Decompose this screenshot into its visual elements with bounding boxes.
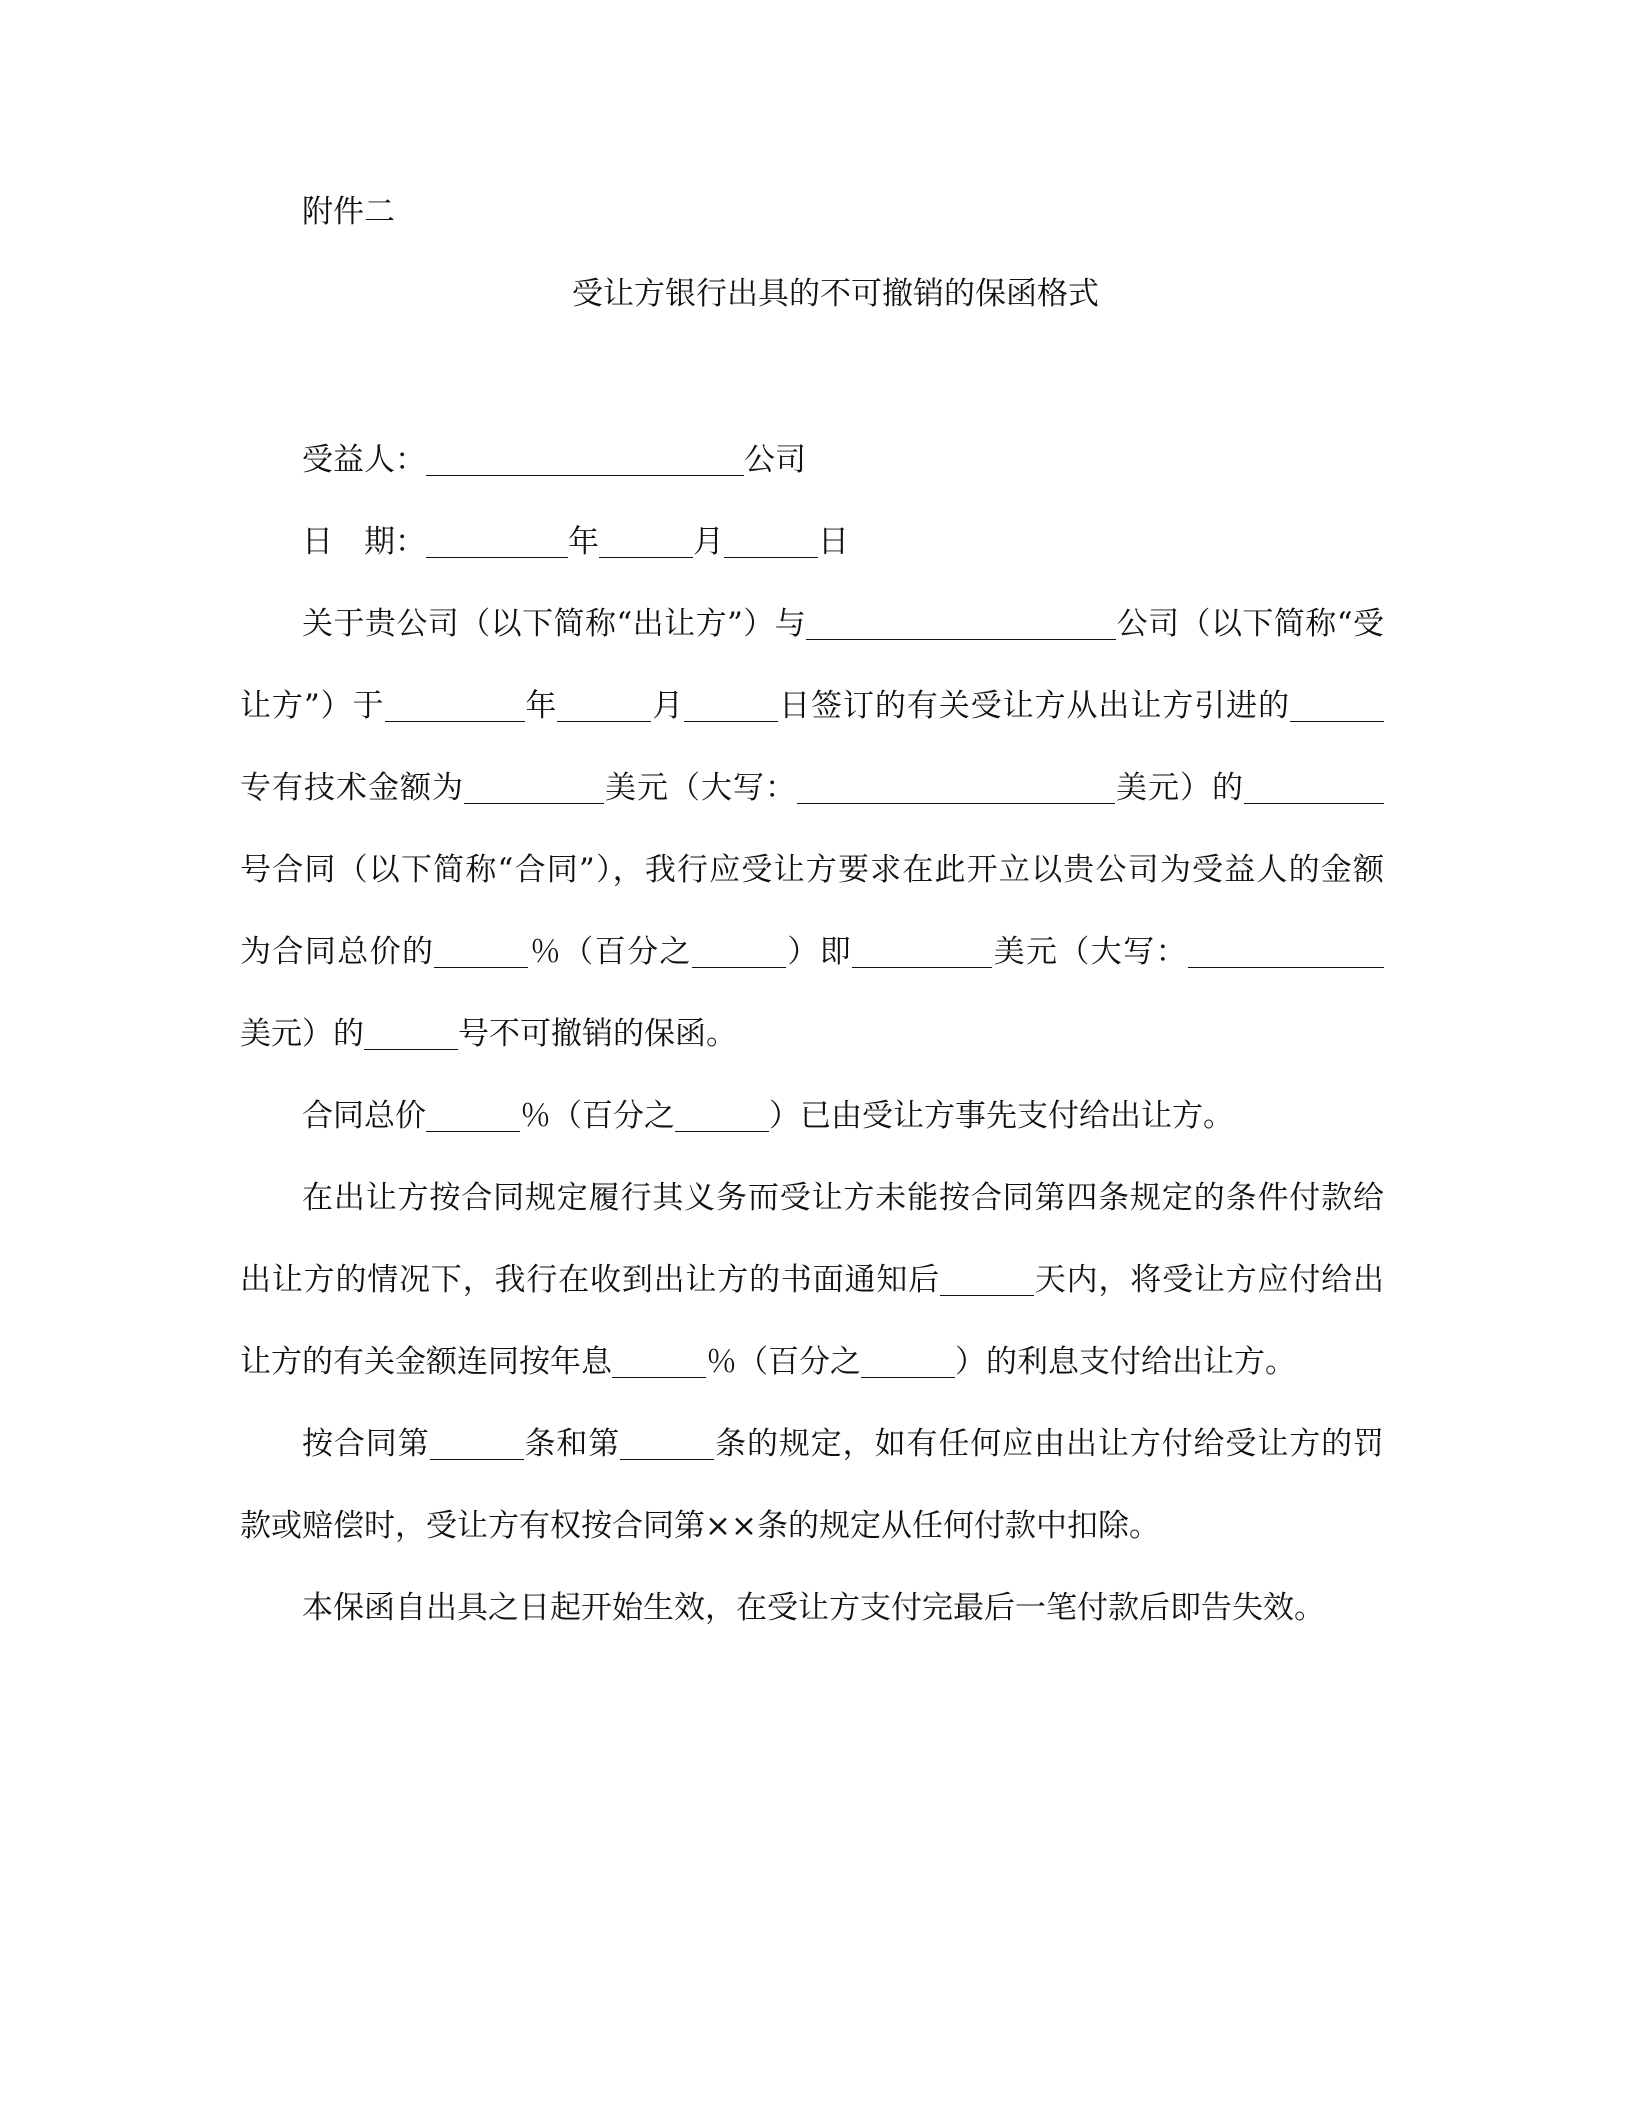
month-label: 月 (693, 524, 724, 560)
paragraph-3-line-1 (302, 1178, 1384, 1218)
text-fragment: 条和第 (523, 1426, 621, 1462)
text-fragment: 让方”）于 (240, 688, 385, 724)
text-fragment: 美元）的 (240, 1016, 364, 1052)
beneficiary-blank (426, 445, 744, 476)
beneficiary-label: 受益人： (302, 442, 426, 478)
date-line (302, 522, 849, 562)
text-fragment: ％（百分之 (520, 1098, 675, 1134)
text-fragment: 号不可撤销的保函。 (458, 1016, 737, 1052)
paragraph-1-line-6 (240, 1014, 737, 1054)
beneficiary-line (302, 440, 806, 480)
text-fragment: 天内，将受让方应付给出 (1034, 1262, 1384, 1298)
text-fragment: 合同总价 (302, 1098, 426, 1134)
text-fragment: 专有技术金额为 (240, 770, 464, 806)
text-fragment: ％（百分之 (528, 934, 692, 970)
text-fragment: 条的规定，如有任何应由出让方付给受让方的罚 (714, 1426, 1385, 1462)
text-fragment: ）即 (785, 934, 853, 970)
text-fragment: 让方的有关金额连同按年息 (240, 1344, 612, 1380)
text-fragment: 款或赔偿时，受让方有权按合同第××条的规定从任何付款中扣除。 (240, 1508, 1160, 1544)
document-title: 受让方银行出具的不可撤销的保函格式 (572, 276, 1099, 312)
paragraph-4-line-1 (302, 1424, 1384, 1464)
days-blank (940, 1265, 1034, 1296)
text-fragment: 在出让方按合同规定履行其义务而受让方未能按合同第四条规定的条件付款给 (302, 1180, 1384, 1216)
paragraph-3-line-3 (240, 1342, 1296, 1382)
paragraph-4-line-2 (240, 1506, 1160, 1546)
text-fragment: 美元（大写： (992, 934, 1189, 970)
paragraph-1-line-1 (302, 604, 1384, 644)
paragraph-2 (302, 1096, 1234, 1136)
guarantee-amount-blank (852, 937, 992, 968)
guarantee-number-blank (364, 1019, 458, 1050)
sign-day-blank (684, 691, 778, 722)
text-fragment: 按合同第 (302, 1426, 430, 1462)
text-fragment: 美元）的 (1115, 770, 1244, 806)
beneficiary-suffix: 公司 (744, 442, 806, 478)
paragraph-1-line-3 (240, 768, 1384, 808)
text-fragment: 为合同总价的 (240, 934, 435, 970)
paragraph-5: 本保函自出具之日起开始生效，在受让方支付完最后一笔付款后即告失效。 (302, 1590, 1325, 1626)
prepaid-percent-blank (426, 1101, 520, 1132)
article-blank-1 (430, 1429, 524, 1460)
text-fragment: ）已由受让方事先支付给出让方。 (769, 1098, 1234, 1134)
date-label: 日 期： (302, 524, 426, 560)
guarantee-amount-words-blank (1188, 937, 1384, 968)
amount-words-blank (797, 773, 1115, 804)
assignee-company-blank (806, 609, 1116, 640)
day-blank (724, 527, 818, 558)
text-fragment: 美元（大写： (604, 770, 797, 806)
day-label: 日 (818, 524, 849, 560)
percent-words-blank (692, 937, 786, 968)
text-fragment: 出让方的情况下，我行在收到出让方的书面通知后 (240, 1262, 940, 1298)
percent-blank (434, 937, 528, 968)
paragraph-1-line-5 (240, 932, 1384, 972)
contract-number-blank (1244, 773, 1384, 804)
amount-blank (464, 773, 604, 804)
text-fragment: ）的利息支付给出让方。 (955, 1344, 1296, 1380)
prepaid-percent-words-blank (675, 1101, 769, 1132)
sign-month-blank (557, 691, 651, 722)
text-fragment: 公司（以下简称“受 (1116, 606, 1384, 642)
year-label: 年 (568, 524, 599, 560)
article-blank-2 (620, 1429, 714, 1460)
paragraph-3-line-2 (240, 1260, 1384, 1300)
interest-rate-blank (612, 1347, 706, 1378)
paragraph-1-line-4 (240, 850, 1384, 890)
text-fragment: 月 (651, 688, 685, 724)
text-fragment: 号合同（以下简称“合同”），我行应受让方要求在此开立以贵公司为受益人的金额 (240, 852, 1384, 888)
interest-rate-words-blank (861, 1347, 955, 1378)
year-blank (426, 527, 568, 558)
month-blank (599, 527, 693, 558)
text-fragment: 年 (524, 688, 558, 724)
text-fragment: 日签订的有关受让方从出让方引进的 (778, 688, 1291, 724)
text-fragment: 关于贵公司（以下简称“出让方”）与 (302, 606, 807, 642)
technology-blank (1290, 691, 1384, 722)
text-fragment: ％（百分之 (706, 1344, 861, 1380)
paragraph-1-line-2 (240, 686, 1384, 726)
sign-year-blank (385, 691, 525, 722)
attachment-label: 附件二 (302, 194, 395, 230)
